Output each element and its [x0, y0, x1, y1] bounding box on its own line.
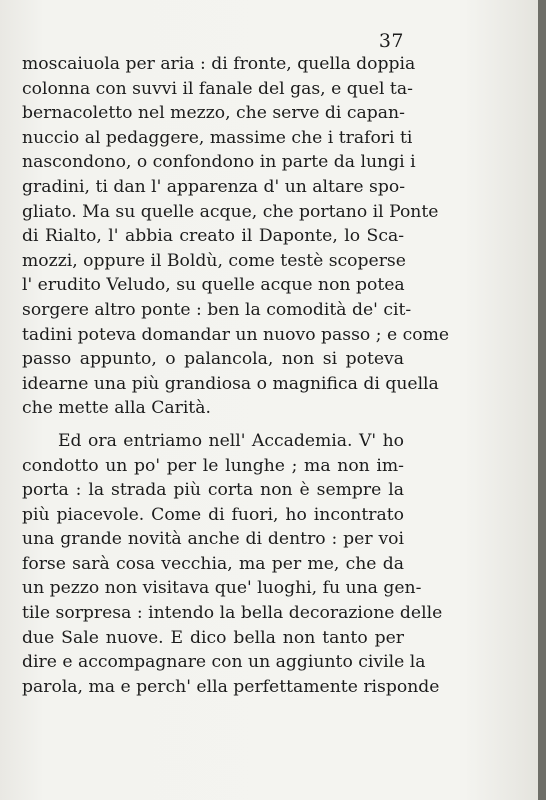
text-line: nuccio al pedaggere, massime che i trafori ti: [22, 127, 413, 148]
page-edge-shadow: [538, 0, 546, 800]
page-number: 37: [378, 30, 404, 52]
text-line: parola, ma e perch' ella perfettamente risponde: [22, 676, 440, 697]
text-line: più piacevole. Come di fuori, ho incontrato: [22, 504, 404, 525]
text-line: idearne una più grandiosa o magnifica di quella: [22, 373, 439, 394]
text-line: tile sorpresa : intendo la bella decorazione delle: [22, 603, 443, 624]
text-line: l' erudito Veludo, su quelle acque non potea: [22, 275, 405, 296]
text-line: colonna con suvvi il fanale del gas, e quel ta-: [22, 78, 413, 99]
body-text: [22, 52, 450, 699]
text-line: passo appunto, o palancola, non si poteva: [22, 349, 404, 370]
text-line: forse sarà cosa vecchia, ma per me, che da: [22, 553, 404, 574]
paragraph-break: [22, 421, 404, 429]
text-line: porta : la strada più corta non è sempre la: [22, 480, 404, 501]
text-line: dire e accompagnare con un aggiunto civile la: [22, 652, 426, 673]
text-line: sorgere altro ponte : ben la comodità de' cit-: [22, 299, 412, 320]
text-line: condotto un po' per le lunghe ; ma non im-: [22, 455, 404, 476]
text-line: una grande novità anche di dentro : per voi: [22, 529, 404, 550]
text-line: bernacoletto nel mezzo, che serve di capan-: [22, 103, 405, 124]
text-line: due Sale nuove. E dico bella non tanto per: [22, 627, 404, 648]
text-line: di Rialto, l' abbia creato il Daponte, lo Sca-: [22, 226, 404, 247]
text-line: mozzi, oppure il Boldù, come testè scoperse: [22, 250, 406, 271]
text-line: gliato. Ma su quelle acque, che portano il Ponte: [22, 201, 439, 222]
text-line: tadini poteva domandar un nuovo passo ; e come: [22, 324, 450, 345]
text-line: gradini, ti dan l' apparenza d' un altare spo-: [22, 176, 406, 197]
text-line: Ed ora entriamo nell' Accademia. V' ho: [58, 430, 404, 451]
text-line: nascondono, o confondono in parte da lungi i: [22, 152, 416, 173]
text-line: moscaiuola per aria : di fronte, quella doppia: [22, 54, 416, 74]
text-line: che mette alla Carità.: [22, 398, 211, 419]
text-line: un pezzo non visitava que' luoghi, fu una gen-: [22, 578, 422, 599]
